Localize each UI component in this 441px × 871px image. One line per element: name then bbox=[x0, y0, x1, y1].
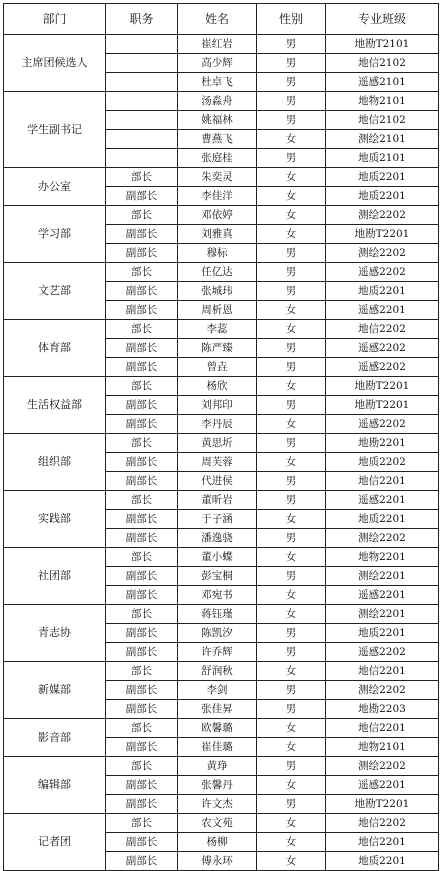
gender-cell: 男 bbox=[257, 263, 326, 282]
class-cell: 测绘2201 bbox=[326, 605, 439, 624]
class-cell: 遥感2202 bbox=[326, 263, 439, 282]
gender-cell: 女 bbox=[257, 852, 326, 871]
name-cell: 杨柳 bbox=[178, 833, 257, 852]
table-row bbox=[4, 814, 439, 833]
gender-cell: 女 bbox=[257, 719, 326, 738]
class-cell: 地信2201 bbox=[326, 719, 439, 738]
name-cell: 曾垚 bbox=[178, 358, 257, 377]
role-cell: 副部长 bbox=[106, 453, 178, 472]
name-cell: 李剑 bbox=[178, 681, 257, 700]
class-cell: 遥感2201 bbox=[326, 491, 439, 510]
gender-cell: 男 bbox=[257, 149, 326, 168]
table-row bbox=[4, 92, 439, 111]
table-row bbox=[4, 206, 439, 225]
department-cell: 实践部 bbox=[4, 491, 106, 548]
name-cell: 许乔辉 bbox=[178, 643, 257, 662]
table-row bbox=[4, 320, 439, 339]
department-cell: 主席团候选人 bbox=[4, 35, 106, 92]
name-cell: 穆标 bbox=[178, 244, 257, 263]
role-cell: 副部长 bbox=[106, 624, 178, 643]
gender-cell: 女 bbox=[257, 320, 326, 339]
name-cell: 周芙蓉 bbox=[178, 453, 257, 472]
role-cell: 副部长 bbox=[106, 472, 178, 491]
table-row bbox=[4, 168, 439, 187]
name-cell: 蒋钰瑾 bbox=[178, 605, 257, 624]
role-cell: 副部长 bbox=[106, 510, 178, 529]
department-cell: 学习部 bbox=[4, 206, 106, 263]
name-cell: 汤淼舟 bbox=[178, 92, 257, 111]
name-cell: 舒润秋 bbox=[178, 662, 257, 681]
role-cell: 部长 bbox=[106, 377, 178, 396]
table-body bbox=[4, 35, 439, 871]
role-cell: 部长 bbox=[106, 814, 178, 833]
table-row bbox=[4, 548, 439, 567]
department-cell: 青志协 bbox=[4, 605, 106, 662]
gender-cell: 男 bbox=[257, 339, 326, 358]
class-cell: 地勘T2101 bbox=[326, 35, 439, 54]
department-cell: 新媒部 bbox=[4, 662, 106, 719]
class-cell: 测绘2101 bbox=[326, 130, 439, 149]
department-cell: 体育部 bbox=[4, 320, 106, 377]
gender-cell: 男 bbox=[257, 396, 326, 415]
name-cell: 代进侯 bbox=[178, 472, 257, 491]
name-cell: 刘邦印 bbox=[178, 396, 257, 415]
class-cell: 地信2102 bbox=[326, 54, 439, 73]
class-cell: 遥感2201 bbox=[326, 586, 439, 605]
header-role: 职务 bbox=[106, 4, 178, 35]
gender-cell: 女 bbox=[257, 415, 326, 434]
name-cell: 黄思圻 bbox=[178, 434, 257, 453]
header-gender: 性别 bbox=[257, 4, 326, 35]
class-cell: 地物2101 bbox=[326, 92, 439, 111]
name-cell: 欧馨璐 bbox=[178, 719, 257, 738]
gender-cell: 男 bbox=[257, 643, 326, 662]
name-cell: 杜卓飞 bbox=[178, 73, 257, 92]
name-cell: 张佳昇 bbox=[178, 700, 257, 719]
role-cell: 副部长 bbox=[106, 700, 178, 719]
table-row bbox=[4, 491, 439, 510]
role-cell: 部长 bbox=[106, 605, 178, 624]
class-cell: 地质2201 bbox=[326, 187, 439, 206]
gender-cell: 男 bbox=[257, 567, 326, 586]
role-cell: 副部长 bbox=[106, 225, 178, 244]
gender-cell: 女 bbox=[257, 605, 326, 624]
role-cell: 副部长 bbox=[106, 795, 178, 814]
name-cell: 邓依婷 bbox=[178, 206, 257, 225]
role-cell: 副部长 bbox=[106, 187, 178, 206]
role-cell bbox=[106, 130, 178, 149]
gender-cell: 女 bbox=[257, 814, 326, 833]
table-row bbox=[4, 719, 439, 738]
class-cell: 遥感2202 bbox=[326, 339, 439, 358]
gender-cell: 男 bbox=[257, 757, 326, 776]
name-cell: 崔佳璐 bbox=[178, 738, 257, 757]
class-cell: 地质2202 bbox=[326, 453, 439, 472]
name-cell: 邓宛书 bbox=[178, 586, 257, 605]
gender-cell: 男 bbox=[257, 54, 326, 73]
gender-cell: 女 bbox=[257, 833, 326, 852]
class-cell: 测绘2202 bbox=[326, 206, 439, 225]
gender-cell: 男 bbox=[257, 358, 326, 377]
role-cell: 部长 bbox=[106, 434, 178, 453]
class-cell: 遥感2101 bbox=[326, 73, 439, 92]
gender-cell: 女 bbox=[257, 225, 326, 244]
gender-cell: 男 bbox=[257, 35, 326, 54]
name-cell: 高少辉 bbox=[178, 54, 257, 73]
name-cell: 张馨丹 bbox=[178, 776, 257, 795]
role-cell bbox=[106, 111, 178, 130]
class-cell: 地信2201 bbox=[326, 472, 439, 491]
gender-cell: 男 bbox=[257, 92, 326, 111]
gender-cell: 女 bbox=[257, 453, 326, 472]
name-cell: 曹燕飞 bbox=[178, 130, 257, 149]
table-row bbox=[4, 662, 439, 681]
name-cell: 陈严臻 bbox=[178, 339, 257, 358]
gender-cell: 女 bbox=[257, 662, 326, 681]
role-cell: 部长 bbox=[106, 168, 178, 187]
table-row bbox=[4, 605, 439, 624]
department-cell: 社团部 bbox=[4, 548, 106, 605]
class-cell: 地勘T2201 bbox=[326, 795, 439, 814]
class-cell: 地信2102 bbox=[326, 111, 439, 130]
role-cell: 副部长 bbox=[106, 833, 178, 852]
gender-cell: 女 bbox=[257, 206, 326, 225]
role-cell: 副部长 bbox=[106, 586, 178, 605]
class-cell: 地物2101 bbox=[326, 738, 439, 757]
role-cell: 副部长 bbox=[106, 339, 178, 358]
gender-cell: 男 bbox=[257, 491, 326, 510]
class-cell: 地质2101 bbox=[326, 149, 439, 168]
class-cell: 遥感2202 bbox=[326, 643, 439, 662]
class-cell: 地信2202 bbox=[326, 814, 439, 833]
gender-cell: 女 bbox=[257, 776, 326, 795]
gender-cell: 女 bbox=[257, 301, 326, 320]
role-cell: 副部长 bbox=[106, 567, 178, 586]
name-cell: 董昕岩 bbox=[178, 491, 257, 510]
gender-cell: 男 bbox=[257, 244, 326, 263]
class-cell: 遥感2202 bbox=[326, 415, 439, 434]
name-cell: 张城玮 bbox=[178, 282, 257, 301]
name-cell: 陈凯汐 bbox=[178, 624, 257, 643]
department-cell: 办公室 bbox=[4, 168, 106, 206]
header-row bbox=[4, 4, 439, 35]
name-cell: 杨欣 bbox=[178, 377, 257, 396]
class-cell: 地勘T2201 bbox=[326, 377, 439, 396]
gender-cell: 女 bbox=[257, 510, 326, 529]
gender-cell: 女 bbox=[257, 738, 326, 757]
department-cell: 学生副书记 bbox=[4, 92, 106, 168]
name-cell: 李佳洋 bbox=[178, 187, 257, 206]
role-cell: 副部长 bbox=[106, 282, 178, 301]
role-cell: 部长 bbox=[106, 491, 178, 510]
role-cell: 副部长 bbox=[106, 681, 178, 700]
class-cell: 测绘2202 bbox=[326, 529, 439, 548]
gender-cell: 男 bbox=[257, 624, 326, 643]
name-cell: 崔红岩 bbox=[178, 35, 257, 54]
department-cell: 影音部 bbox=[4, 719, 106, 757]
class-cell: 地质2201 bbox=[326, 282, 439, 301]
gender-cell: 女 bbox=[257, 586, 326, 605]
name-cell: 彭宝桐 bbox=[178, 567, 257, 586]
role-cell: 副部长 bbox=[106, 738, 178, 757]
role-cell: 部长 bbox=[106, 263, 178, 282]
role-cell: 副部长 bbox=[106, 396, 178, 415]
class-cell: 测绘2202 bbox=[326, 681, 439, 700]
class-cell: 地勘T2201 bbox=[326, 396, 439, 415]
table-row bbox=[4, 434, 439, 453]
class-cell: 地勘2203 bbox=[326, 700, 439, 719]
name-cell: 周析恩 bbox=[178, 301, 257, 320]
class-cell: 地物2201 bbox=[326, 548, 439, 567]
gender-cell: 男 bbox=[257, 681, 326, 700]
role-cell: 部长 bbox=[106, 662, 178, 681]
table-row bbox=[4, 263, 439, 282]
header-class: 专业班级 bbox=[326, 4, 439, 35]
gender-cell: 女 bbox=[257, 377, 326, 396]
name-cell: 李蕊 bbox=[178, 320, 257, 339]
class-cell: 地勘T2201 bbox=[326, 225, 439, 244]
name-cell: 于子涵 bbox=[178, 510, 257, 529]
header-name: 姓名 bbox=[178, 4, 257, 35]
gender-cell: 男 bbox=[257, 472, 326, 491]
class-cell: 地信2201 bbox=[326, 833, 439, 852]
table-row bbox=[4, 757, 439, 776]
name-cell: 潘逸骁 bbox=[178, 529, 257, 548]
name-cell: 许文杰 bbox=[178, 795, 257, 814]
role-cell: 副部长 bbox=[106, 415, 178, 434]
class-cell: 地信2201 bbox=[326, 662, 439, 681]
class-cell: 测绘2202 bbox=[326, 757, 439, 776]
table-row bbox=[4, 377, 439, 396]
gender-cell: 男 bbox=[257, 111, 326, 130]
role-cell bbox=[106, 35, 178, 54]
role-cell: 副部长 bbox=[106, 643, 178, 662]
gender-cell: 男 bbox=[257, 282, 326, 301]
role-cell bbox=[106, 149, 178, 168]
gender-cell: 男 bbox=[257, 700, 326, 719]
role-cell: 部长 bbox=[106, 757, 178, 776]
class-cell: 遥感2202 bbox=[326, 358, 439, 377]
name-cell: 董小蝶 bbox=[178, 548, 257, 567]
class-cell: 测绘2201 bbox=[326, 567, 439, 586]
name-cell: 姚福林 bbox=[178, 111, 257, 130]
class-cell: 测绘2202 bbox=[326, 244, 439, 263]
role-cell: 副部长 bbox=[106, 358, 178, 377]
role-cell: 部长 bbox=[106, 548, 178, 567]
name-cell: 朱奕灵 bbox=[178, 168, 257, 187]
header-department: 部门 bbox=[4, 4, 106, 35]
role-cell: 副部长 bbox=[106, 776, 178, 795]
name-cell: 李丹辰 bbox=[178, 415, 257, 434]
gender-cell: 男 bbox=[257, 529, 326, 548]
gender-cell: 男 bbox=[257, 795, 326, 814]
department-cell: 文艺部 bbox=[4, 263, 106, 320]
class-cell: 遥感2201 bbox=[326, 301, 439, 320]
gender-cell: 男 bbox=[257, 73, 326, 92]
gender-cell: 男 bbox=[257, 434, 326, 453]
name-cell: 傅永环 bbox=[178, 852, 257, 871]
class-cell: 遥感2201 bbox=[326, 776, 439, 795]
role-cell: 副部长 bbox=[106, 244, 178, 263]
class-cell: 地质2201 bbox=[326, 510, 439, 529]
role-cell: 副部长 bbox=[106, 529, 178, 548]
gender-cell: 女 bbox=[257, 548, 326, 567]
table-row bbox=[4, 35, 439, 54]
class-cell: 地信2202 bbox=[326, 320, 439, 339]
role-cell bbox=[106, 54, 178, 73]
class-cell: 地质2201 bbox=[326, 624, 439, 643]
role-cell: 副部长 bbox=[106, 852, 178, 871]
class-cell: 地勘2201 bbox=[326, 434, 439, 453]
table-header bbox=[4, 4, 439, 35]
class-cell: 地质2201 bbox=[326, 852, 439, 871]
role-cell: 部长 bbox=[106, 320, 178, 339]
role-cell bbox=[106, 73, 178, 92]
department-cell: 记者团 bbox=[4, 814, 106, 871]
gender-cell: 女 bbox=[257, 168, 326, 187]
role-cell: 部长 bbox=[106, 719, 178, 738]
role-cell: 副部长 bbox=[106, 301, 178, 320]
name-cell: 张庭桂 bbox=[178, 149, 257, 168]
department-cell: 组织部 bbox=[4, 434, 106, 491]
gender-cell: 女 bbox=[257, 130, 326, 149]
class-cell: 地质2201 bbox=[326, 168, 439, 187]
department-cell: 编辑部 bbox=[4, 757, 106, 814]
department-cell: 生活权益部 bbox=[4, 377, 106, 434]
name-cell: 刘雅真 bbox=[178, 225, 257, 244]
roster-table bbox=[3, 3, 439, 871]
name-cell: 黄琤 bbox=[178, 757, 257, 776]
name-cell: 任亿达 bbox=[178, 263, 257, 282]
gender-cell: 女 bbox=[257, 187, 326, 206]
role-cell bbox=[106, 92, 178, 111]
name-cell: 农文苑 bbox=[178, 814, 257, 833]
role-cell: 部长 bbox=[106, 206, 178, 225]
